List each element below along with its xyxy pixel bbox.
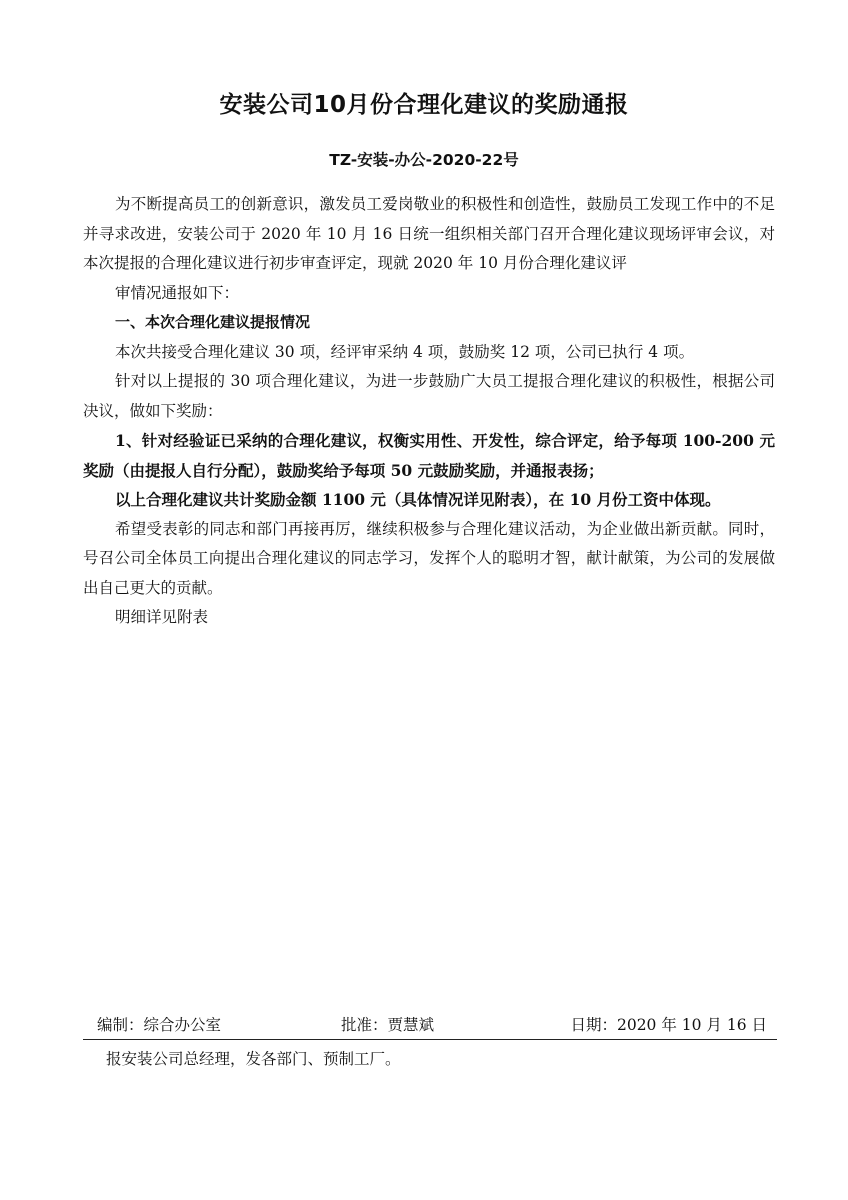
footer-date: 日期：2020 年 10 月 16 日 [570, 1016, 767, 1034]
footer-approver: 批准：贾慧斌 [341, 1016, 435, 1034]
footer-editor: 编制：综合办公室 [97, 1016, 222, 1034]
intro-paragraph: 为不断提高员工的创新意识，激发员工爱岗敬业的积极性和创造性，鼓励员工发现工作中的不足并寻求改进，安装公司于 2020 年 10 月 16 日统一组织相关部门召开合理化建议现场评审会议，对本次提报的合理化建议进行初步审查评定，现就 2020 年 10 月份合理化建议评 [83, 195, 775, 272]
reward-rule-paragraph: 1、针对经验证已采纳的合理化建议，权衡实用性、开发性，综合评定，给予每项 100-200 元奖励（由提报人自行分配），鼓励奖给予每项 50 元鼓励奖励，并通报表扬； [83, 431, 775, 480]
document-title: 安装公司10月份合理化建议的奖励通报 [219, 92, 629, 118]
section-heading: 一、本次合理化建议提报情况 [115, 313, 311, 331]
distribution-line: 报安装公司总经理，发各部门、预制工厂。 [106, 1050, 401, 1068]
document-number: TZ-安装-办公-2020-22号 [329, 151, 519, 169]
attachment-note: 明细详见附表 [115, 608, 209, 626]
document-body [83, 190, 775, 633]
total-reward-paragraph: 以上合理化建议共计奖励金额 1100 元（具体情况详见附表），在 10 月份工资中体现。 [115, 490, 721, 509]
summary-paragraph: 本次共接受合理化建议 30 项，经评审采纳 4 项，鼓励奖 12 项，公司已执行 4 项。 [115, 342, 695, 361]
document-footer [83, 1005, 777, 1040]
decision-paragraph: 针对以上提报的 30 项合理化建议，为进一步鼓励广大员工提报合理化建议的积极性，根据公司决议，做如下奖励： [83, 372, 775, 420]
closing-paragraph: 希望受表彰的同志和部门再接再厉，继续积极参与合理化建议活动，为企业做出新贡献。同时，号召公司全体员工向提出合理化建议的同志学习，发挥个人的聪明才智，献计献策，为公司的发展做出自己更大的贡献。 [83, 519, 775, 597]
intro-continuation: 审情况通报如下： [115, 283, 240, 302]
